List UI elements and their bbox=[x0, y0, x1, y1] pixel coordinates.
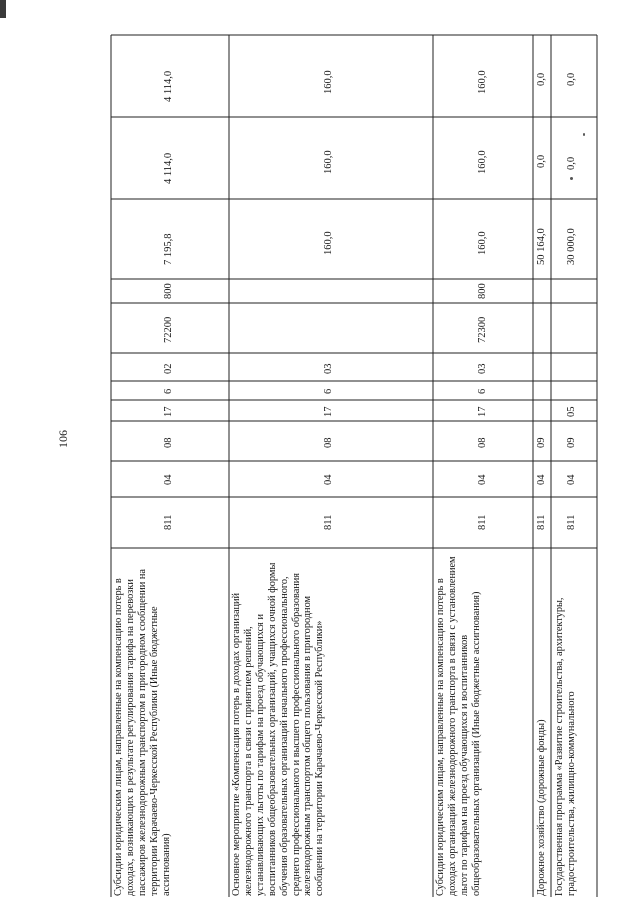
row-2-subprogram: 6 bbox=[323, 388, 334, 394]
row-3-name: Субсидии юридическим лицам, направленные на компенсацию потерь в доходах организаций железнодорожного транспорта в связи с установлением льгот по тарифам на проезд обучающихся и воспитанников общеобразовательных организаций (Иные бюджетные ассигнования) bbox=[435, 556, 482, 896]
row-4-name: Дорожное хозяйство (дорожные фонды) bbox=[536, 719, 547, 896]
row-5-program: 05 bbox=[566, 406, 577, 417]
row-3-program: 17 bbox=[477, 406, 488, 417]
row-5-name: Государственная программа «Развитие строительства, архитектуры, градостроительства, жилищно-коммунального bbox=[554, 597, 577, 896]
row-2-name: Основное мероприятие «Компенсация потерь в доходах организаций железнодорожного транспорта в связи с принятием решений, устанавливающих льготы по тарифам на проезд обучающихся и воспитанников общеобразовательных организаций, учащихся очной формы обучения образовательных организаций начального профессионального, среднего профессионального и высшего профессионального образования железнодорожным транспортом общего пользования в пригородном сообщении на территории Карачаево-Черкесской Республики» bbox=[231, 562, 326, 896]
scan-speck bbox=[570, 177, 573, 180]
row-4-section: 04 bbox=[536, 474, 547, 485]
row-1-name: Субсидии юридическим лицам, направленные на компенсацию потерь в доходах, возникающих в результате регулирования тарифа на перевозки пассажиров железнодорожным транспортом в пригородном сообщении на территории Карачаево-Черкесской Республики (Иные бюджетные ассигнования) bbox=[113, 569, 172, 896]
row-1-amount-3: 4 114,0 bbox=[163, 70, 174, 102]
row-2-main-event: 03 bbox=[323, 363, 334, 374]
row-1-ministry: 811 bbox=[163, 514, 174, 530]
row-3-subprogram: 6 bbox=[477, 388, 488, 394]
row-1-section: 04 bbox=[163, 474, 174, 485]
row-5-amount-3: 0,0 bbox=[566, 72, 577, 86]
row-3-subsection: 08 bbox=[477, 437, 488, 448]
scan-speck bbox=[583, 133, 585, 136]
row-5-amount-2: 0,0 bbox=[566, 156, 577, 170]
row-5-amount-1: 30 000,0 bbox=[566, 228, 577, 265]
row-4-amount-2: 0,0 bbox=[536, 154, 547, 168]
row-1-expense-type: 800 bbox=[163, 283, 174, 299]
row-4-ministry: 811 bbox=[536, 514, 547, 530]
row-2-amount-3: 160,0 bbox=[323, 70, 334, 94]
page-number: 106 bbox=[56, 430, 70, 448]
row-2-program: 17 bbox=[323, 406, 334, 417]
row-3-amount-2: 160,0 bbox=[477, 150, 488, 174]
row-4-amount-1: 50 164,0 bbox=[536, 228, 547, 265]
row-2-amount-2: 160,0 bbox=[323, 150, 334, 174]
row-1-direction: 72200 bbox=[163, 316, 174, 343]
row-3-ministry: 811 bbox=[477, 514, 488, 530]
row-3-section: 04 bbox=[477, 474, 488, 485]
row-5-subsection: 09 bbox=[566, 437, 577, 448]
row-3-direction: 72300 bbox=[477, 316, 488, 343]
row-3-expense-type: 800 bbox=[477, 283, 488, 299]
row-2-amount-1: 160,0 bbox=[323, 231, 334, 255]
row-1-amount-2: 4 114,0 bbox=[163, 152, 174, 184]
row-5-section: 04 bbox=[566, 474, 577, 485]
row-5-ministry: 811 bbox=[566, 514, 577, 530]
row-3-amount-3: 160,0 bbox=[477, 70, 488, 94]
row-4-subsection: 09 bbox=[536, 437, 547, 448]
row-1-amount-1: 7 195,8 bbox=[163, 233, 174, 265]
row-1-program: 17 bbox=[163, 406, 174, 417]
row-1-subsection: 08 bbox=[163, 437, 174, 448]
row-3-amount-1: 160,0 bbox=[477, 231, 488, 255]
row-1-main-event: 02 bbox=[163, 363, 174, 374]
row-3-main-event: 03 bbox=[477, 363, 488, 374]
row-2-section: 04 bbox=[323, 474, 334, 485]
row-2-ministry: 811 bbox=[323, 514, 334, 530]
row-4-amount-3: 0,0 bbox=[536, 72, 547, 86]
row-1-subprogram: 6 bbox=[163, 388, 174, 394]
row-2-subsection: 08 bbox=[323, 437, 334, 448]
